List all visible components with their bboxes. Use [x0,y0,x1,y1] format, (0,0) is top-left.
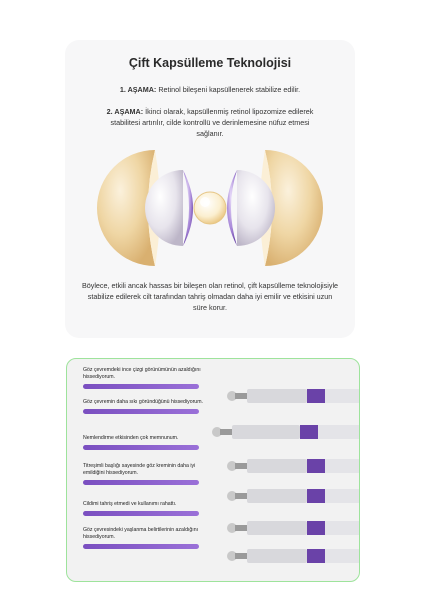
step2-text: İkinci olarak, kapsüllenmiş retinol lipozomize edilerek stabilitesi artırılır, cilde kontrollü ve derinlemesine nüfuz etmesi sağlanır. [110,107,314,138]
claim-text: Göz çevremin daha sıkı göründüğünü hissediyorum. [83,399,203,405]
claim-text: Göz çevresindeki yaşlanma belirtilerinin azaldığını hissediyorum. [83,527,199,540]
eye-cream-pen-image [227,545,359,567]
card-title: Çift Kapsülleme Teknolojisi [128,56,292,70]
technology-card [65,40,355,338]
step1-label: 1. AŞAMA: [119,85,157,94]
claim-item [83,399,203,414]
eye-cream-pen-image [227,385,359,407]
eye-cream-pen-image [227,485,359,507]
step2-paragraph [105,106,315,139]
summary-paragraph: Böylece, etkili ancak hassas bir bileşen olan retinol, çift kapsülleme teknolojisiyle stabilize edilerek cilt tarafından tahriş olmadan daha iyi emilir ve etkisini uzun süre korur. [81,281,339,312]
user-survey-section [66,358,360,582]
step2-label: 2. AŞAMA: [106,107,144,116]
claim-bar [83,511,199,516]
claim-item [83,435,203,450]
claim-item [83,367,203,389]
step1-paragraph [79,84,341,95]
claim-text: Cildimi tahriş etmedi ve kullanımı rahattı. [83,501,177,507]
claim-item [83,527,203,549]
claim-text: Göz çevremdeki ince çizgi görünümünün azaldığını hissediyorum. [83,367,201,380]
claim-bar [83,445,199,450]
eye-cream-pen-image [227,455,359,477]
retinol-core [194,192,226,224]
eye-cream-pen-image [212,421,359,443]
step1-text: Retinol bileşeni kapsüllenerek stabilize edilir. [156,85,301,94]
encapsulation-illustration [83,142,337,272]
claim-bar [83,409,199,414]
claim-text: Titreşimli başlığı sayesinde göz kreminin daha iyi emildiğini hissediyorum. [83,463,196,476]
claim-bar [83,544,199,549]
eye-cream-pen-image [227,517,359,539]
claim-text: Nemlendirme etkisinden çok memnunum. [83,435,179,441]
claim-item [83,501,203,516]
claim-bar [83,384,199,389]
claim-bar [83,480,199,485]
claim-item [83,463,203,485]
